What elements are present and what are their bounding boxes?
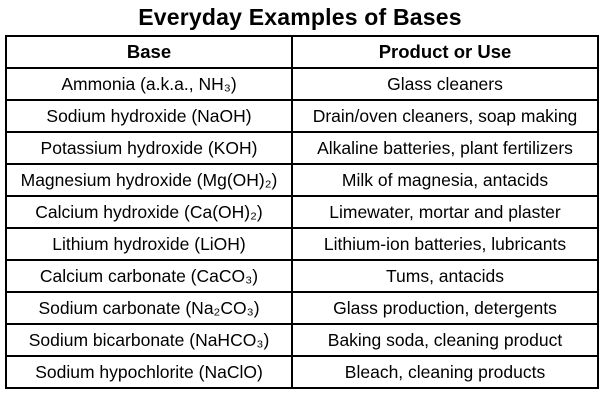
table-row	[6, 324, 598, 356]
base-cell: Sodium carbonate (Na₂CO₃)	[6, 292, 292, 324]
page-title: Everyday Examples of Bases	[138, 4, 462, 30]
base-cell: Potassium hydroxide (KOH)	[6, 132, 292, 164]
use-cell: Lithium-ion batteries, lubricants	[292, 228, 598, 260]
table-row	[6, 356, 598, 388]
column-header-product-or-use: Product or Use	[292, 36, 598, 68]
use-cell: Baking soda, cleaning product	[292, 324, 598, 356]
use-cell: Glass cleaners	[292, 68, 598, 100]
use-cell: Glass production, detergents	[292, 292, 598, 324]
table-row	[6, 132, 598, 164]
table-row	[6, 196, 598, 228]
base-cell: Ammonia (a.k.a., NH₃)	[6, 68, 292, 100]
base-cell: Magnesium hydroxide (Mg(OH)₂)	[6, 164, 292, 196]
use-cell: Bleach, cleaning products	[292, 356, 598, 388]
base-cell: Calcium carbonate (CaCO₃)	[6, 260, 292, 292]
use-cell: Drain/oven cleaners, soap making	[292, 100, 598, 132]
column-header-base: Base	[6, 36, 292, 68]
table-row	[6, 68, 598, 100]
base-cell: Sodium hypochlorite (NaClO)	[6, 356, 292, 388]
table-row	[6, 292, 598, 324]
bases-table	[5, 35, 599, 389]
table-header-row	[6, 36, 598, 68]
use-cell: Alkaline batteries, plant fertilizers	[292, 132, 598, 164]
table-row	[6, 164, 598, 196]
table-row	[6, 260, 598, 292]
use-cell: Tums, antacids	[292, 260, 598, 292]
use-cell: Milk of magnesia, antacids	[292, 164, 598, 196]
base-cell: Lithium hydroxide (LiOH)	[6, 228, 292, 260]
table-row	[6, 228, 598, 260]
base-cell: Sodium hydroxide (NaOH)	[6, 100, 292, 132]
table-row	[6, 100, 598, 132]
base-cell: Sodium bicarbonate (NaHCO₃)	[6, 324, 292, 356]
use-cell: Limewater, mortar and plaster	[292, 196, 598, 228]
base-cell: Calcium hydroxide (Ca(OH)₂)	[6, 196, 292, 228]
